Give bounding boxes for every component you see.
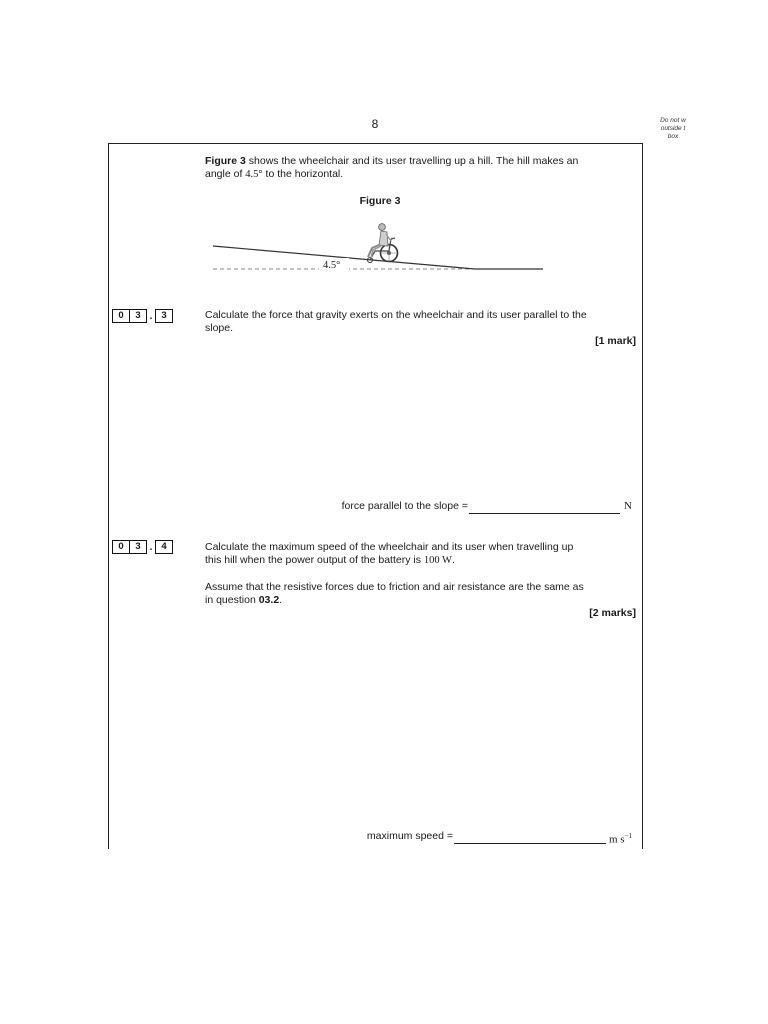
hill-figure xyxy=(205,215,550,277)
assumption-line xyxy=(205,594,637,607)
page-number: 8 xyxy=(371,117,379,131)
question-digit: 3 xyxy=(130,540,147,554)
frame-left-border xyxy=(108,143,109,849)
margin-note-line: outside t xyxy=(660,125,686,132)
marks-label: [1 mark] xyxy=(595,335,636,347)
question-digit: 0 xyxy=(112,309,130,323)
wheelchair-user-icon xyxy=(368,224,398,263)
angle-value: 4.5° xyxy=(245,169,263,180)
figure-reference: Figure 3 xyxy=(205,155,246,167)
answer-unit xyxy=(609,830,632,847)
question-separator: . xyxy=(149,541,153,553)
question-line xyxy=(205,554,637,567)
question-separator: . xyxy=(149,310,153,322)
question-text-span: . xyxy=(451,554,455,566)
question-text-span: this hill when the power output of the battery is xyxy=(205,554,424,566)
question-digit: 3 xyxy=(130,309,147,323)
margin-note-line: box xyxy=(667,133,679,140)
figure-title: Figure 3 xyxy=(359,195,401,207)
intro-line-1 xyxy=(205,155,635,168)
margin-note-line: Do not w xyxy=(660,117,686,124)
question-line: Calculate the maximum speed of the wheelchair and its user when travelling up xyxy=(205,541,574,553)
intro-text: to the horizontal. xyxy=(262,168,344,180)
answer-line[interactable] xyxy=(454,843,606,844)
question-line: Calculate the force that gravity exerts on the wheelchair and its user parallel to the xyxy=(205,309,587,321)
question-number-box xyxy=(112,540,173,554)
assumption-span: . xyxy=(279,594,283,606)
question-text xyxy=(205,541,637,567)
assumption-line: Assume that the resistive forces due to friction and air resistance are the same as xyxy=(205,581,584,593)
answer-unit-base: m s xyxy=(609,833,625,846)
question-digit: 0 xyxy=(112,540,130,554)
question-line: slope. xyxy=(205,322,234,334)
assumption-text xyxy=(205,581,637,607)
intro-paragraph xyxy=(205,155,635,181)
assumption-span: in question xyxy=(205,594,259,606)
frame-right-border xyxy=(642,143,643,849)
margin-note xyxy=(640,117,706,141)
answer-line[interactable] xyxy=(469,513,620,514)
question-digit: 3 xyxy=(155,309,173,323)
answer-unit-exponent: −1 xyxy=(624,832,633,840)
intro-text: shows the wheelchair and its user travelling up a hill. The hill makes an xyxy=(245,155,579,167)
frame-top-border xyxy=(108,143,643,144)
question-text xyxy=(205,309,637,335)
power-value: 100 W xyxy=(423,555,452,566)
angle-label: 4.5° xyxy=(323,260,341,271)
question-number-box xyxy=(112,309,173,323)
answer-unit: N xyxy=(624,500,632,512)
question-digit: 4 xyxy=(155,540,173,554)
question-reference: 03.2 xyxy=(258,594,280,606)
answer-label: force parallel to the slope = xyxy=(341,500,468,512)
intro-text: angle of xyxy=(205,168,246,180)
intro-line-2 xyxy=(205,168,635,181)
answer-label: maximum speed = xyxy=(366,830,453,842)
marks-label: [2 marks] xyxy=(589,607,636,619)
